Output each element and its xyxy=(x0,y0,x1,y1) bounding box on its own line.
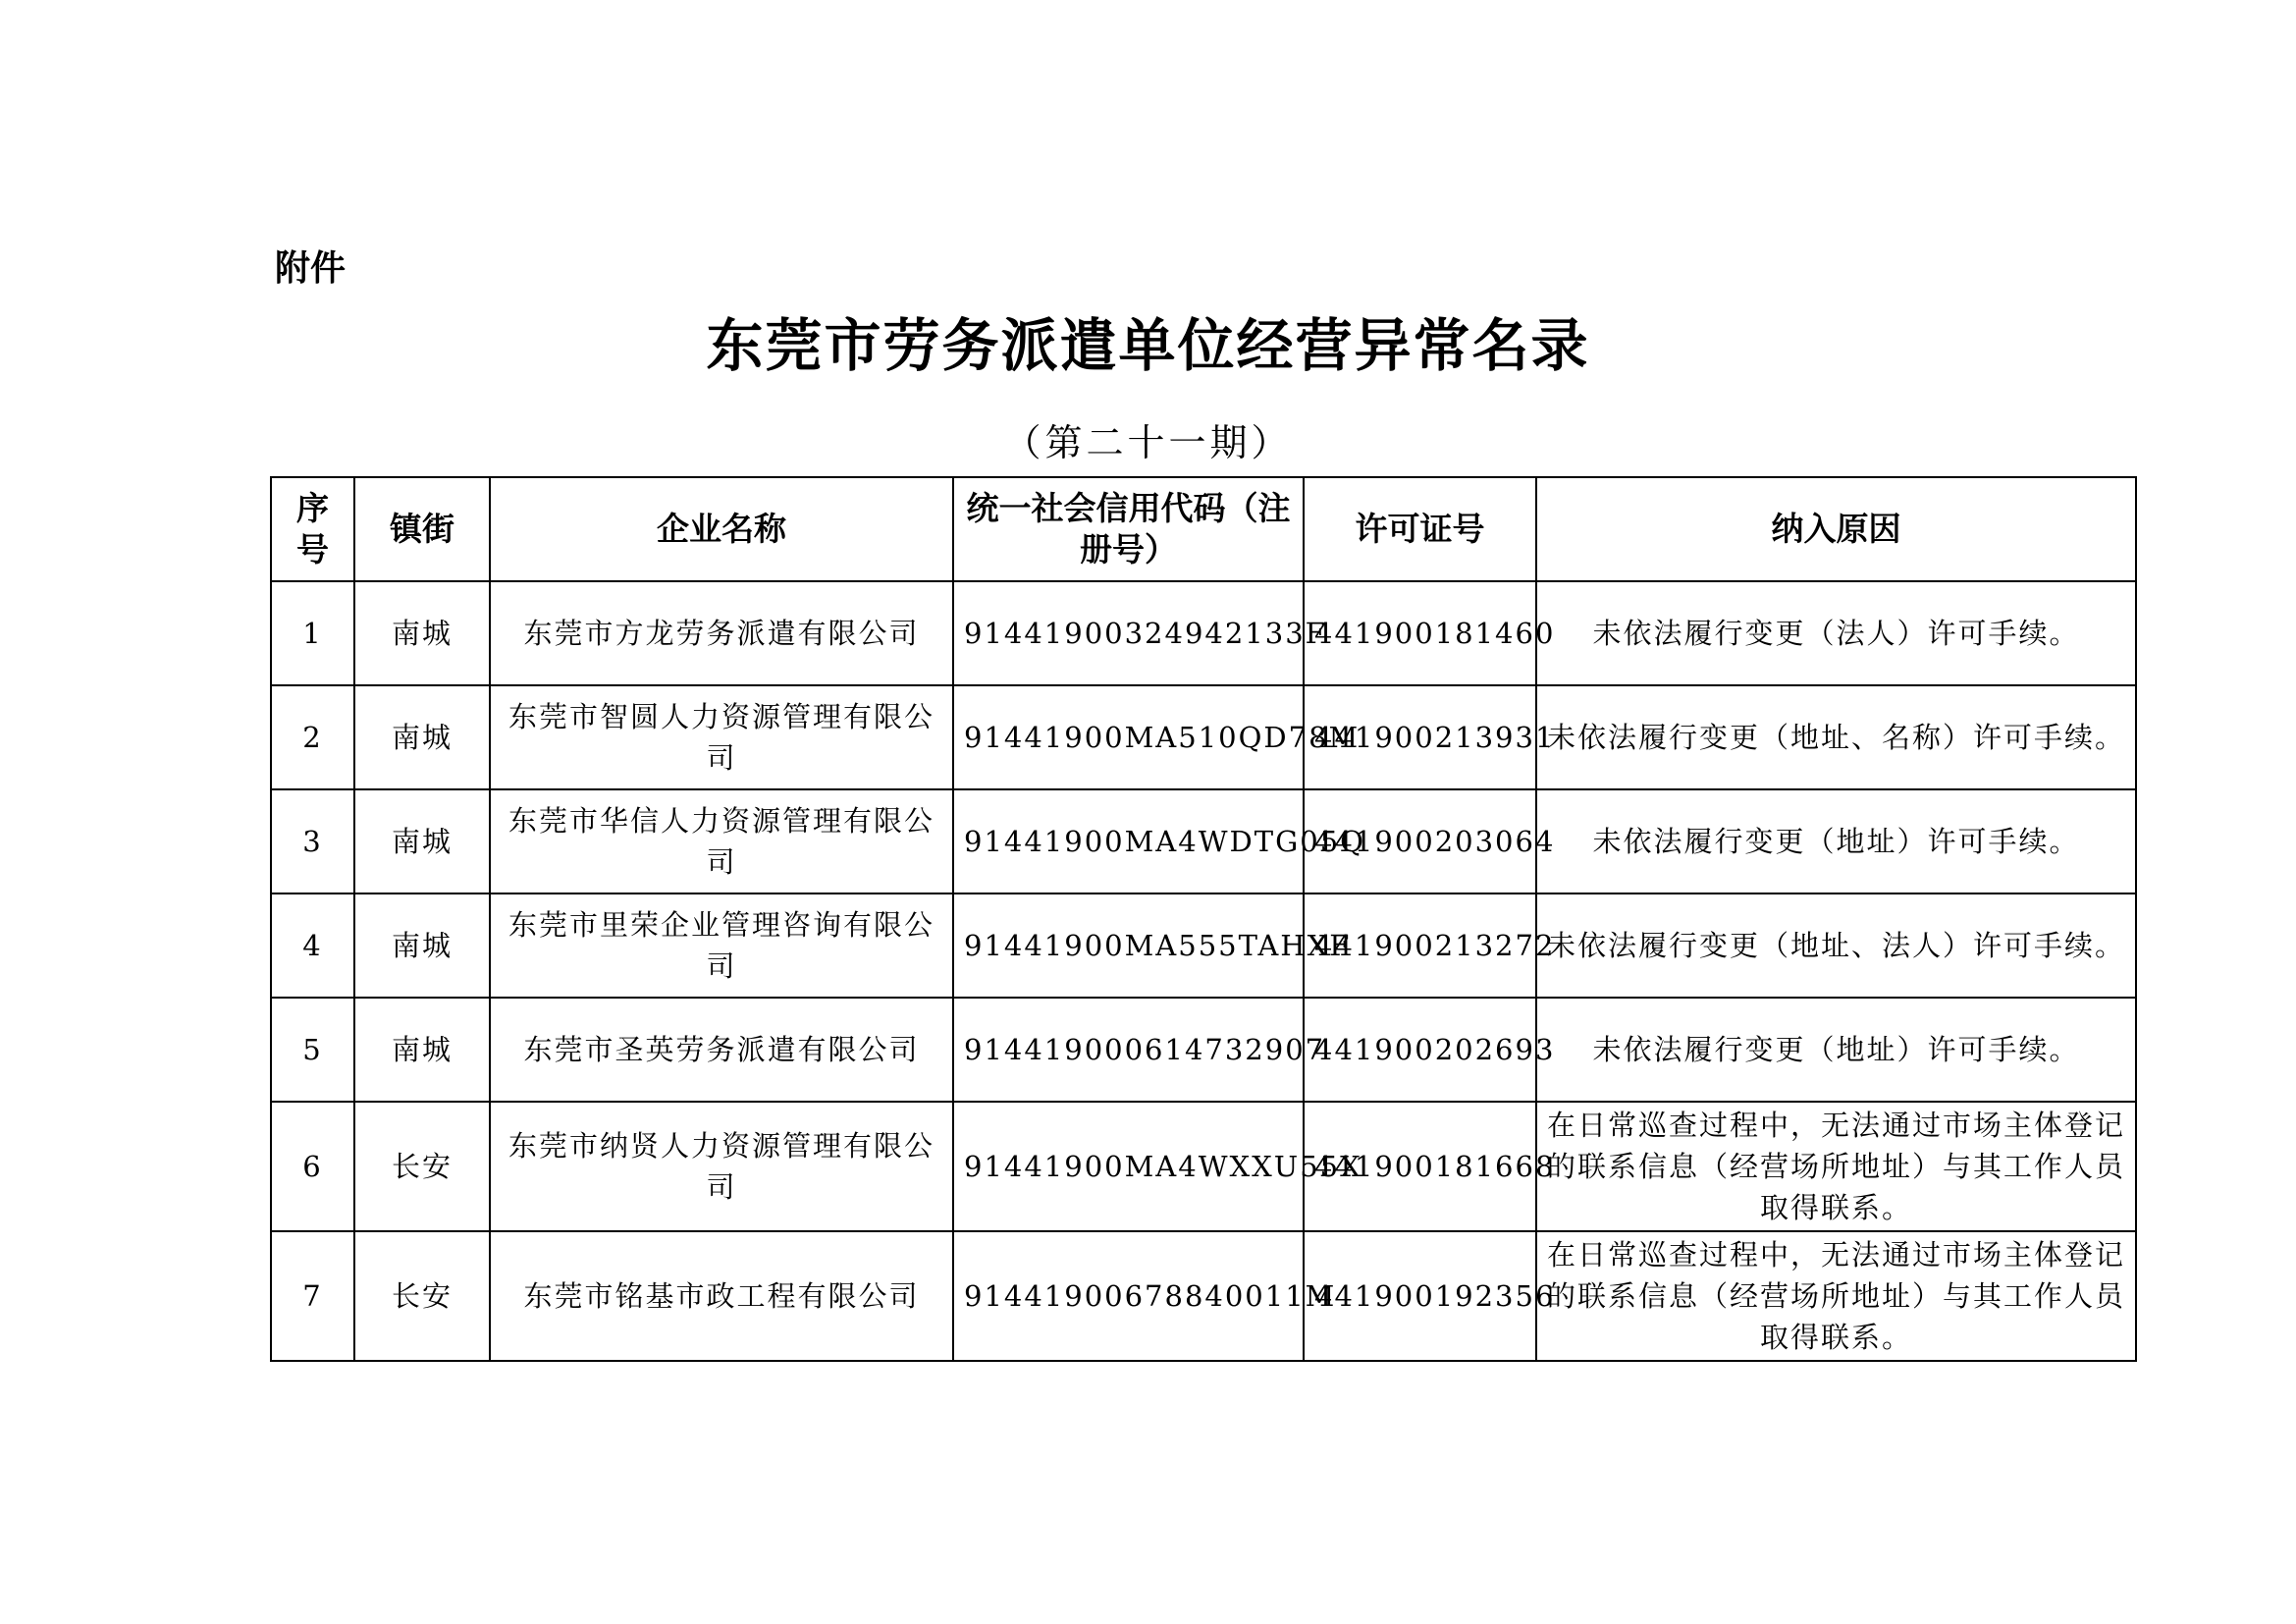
table-row xyxy=(271,1102,2136,1231)
row-credit-code: 914419000614732907 xyxy=(953,998,1304,1102)
table-body xyxy=(271,581,2136,1361)
header-town: 镇街 xyxy=(354,477,490,581)
row-town: 长安 xyxy=(354,1231,490,1361)
row-index: 2 xyxy=(271,685,354,789)
table-header xyxy=(271,477,2136,581)
row-reason: 未依法履行变更（地址）许可手续。 xyxy=(1536,789,2136,893)
row-index: 4 xyxy=(271,893,354,998)
row-town: 南城 xyxy=(354,789,490,893)
row-credit-code: 91441900MA510QD78M xyxy=(953,685,1304,789)
row-reason: 在日常巡查过程中，无法通过市场主体登记的联系信息（经营场所地址）与其工作人员取得联系。 xyxy=(1536,1102,2136,1231)
row-company: 东莞市华信人力资源管理有限公司 xyxy=(490,789,953,893)
table-row xyxy=(271,893,2136,998)
page-title: 东莞市劳务派遣单位经营异常名录 xyxy=(706,312,1590,379)
row-town: 南城 xyxy=(354,893,490,998)
row-license: 441900213931 xyxy=(1304,685,1536,789)
header-credit-code: 统一社会信用代码（注册号） xyxy=(953,477,1304,581)
row-company: 东莞市铭基市政工程有限公司 xyxy=(490,1231,953,1361)
header-license: 许可证号 xyxy=(1304,477,1536,581)
table-row xyxy=(271,685,2136,789)
header-company: 企业名称 xyxy=(490,477,953,581)
row-reason: 在日常巡查过程中，无法通过市场主体登记的联系信息（经营场所地址）与其工作人员取得联系。 xyxy=(1536,1231,2136,1361)
row-credit-code: 91441900MA555TAHXF xyxy=(953,893,1304,998)
row-index: 3 xyxy=(271,789,354,893)
row-index: 5 xyxy=(271,998,354,1102)
row-company: 东莞市方龙劳务派遣有限公司 xyxy=(490,581,953,685)
row-reason: 未依法履行变更（地址、名称）许可手续。 xyxy=(1536,685,2136,789)
abnormal-operation-table xyxy=(270,476,2137,1362)
row-town: 长安 xyxy=(354,1102,490,1231)
row-reason: 未依法履行变更（地址）许可手续。 xyxy=(1536,998,2136,1102)
row-town: 南城 xyxy=(354,998,490,1102)
row-license: 441900202693 xyxy=(1304,998,1536,1102)
row-index: 1 xyxy=(271,581,354,685)
row-company: 东莞市纳贤人力资源管理有限公司 xyxy=(490,1102,953,1231)
row-license: 441900181668 xyxy=(1304,1102,1536,1231)
row-index: 7 xyxy=(271,1231,354,1361)
row-license: 441900192356 xyxy=(1304,1231,1536,1361)
row-reason: 未依法履行变更（地址、法人）许可手续。 xyxy=(1536,893,2136,998)
row-town: 南城 xyxy=(354,685,490,789)
row-index: 6 xyxy=(271,1102,354,1231)
attachment-label: 附件 xyxy=(275,248,347,289)
row-credit-code: 91441900324942133F xyxy=(953,581,1304,685)
row-credit-code: 91441900MA4WXXU55X xyxy=(953,1102,1304,1231)
table-row xyxy=(271,1231,2136,1361)
row-reason: 未依法履行变更（法人）许可手续。 xyxy=(1536,581,2136,685)
row-license: 441900213272 xyxy=(1304,893,1536,998)
row-town: 南城 xyxy=(354,581,490,685)
issue-subtitle: （第二十一期） xyxy=(1003,421,1293,464)
row-company: 东莞市里荣企业管理咨询有限公司 xyxy=(490,893,953,998)
table-row xyxy=(271,789,2136,893)
header-index: 序号 xyxy=(271,477,354,581)
row-credit-code: 91441900678840011M xyxy=(953,1231,1304,1361)
table-row xyxy=(271,581,2136,685)
header-reason: 纳入原因 xyxy=(1536,477,2136,581)
row-credit-code: 91441900MA4WDTG05Q xyxy=(953,789,1304,893)
row-company: 东莞市圣英劳务派遣有限公司 xyxy=(490,998,953,1102)
row-company: 东莞市智圆人力资源管理有限公司 xyxy=(490,685,953,789)
header-row xyxy=(271,477,2136,581)
row-license: 441900203064 xyxy=(1304,789,1536,893)
table-row xyxy=(271,998,2136,1102)
row-license: 441900181460 xyxy=(1304,581,1536,685)
